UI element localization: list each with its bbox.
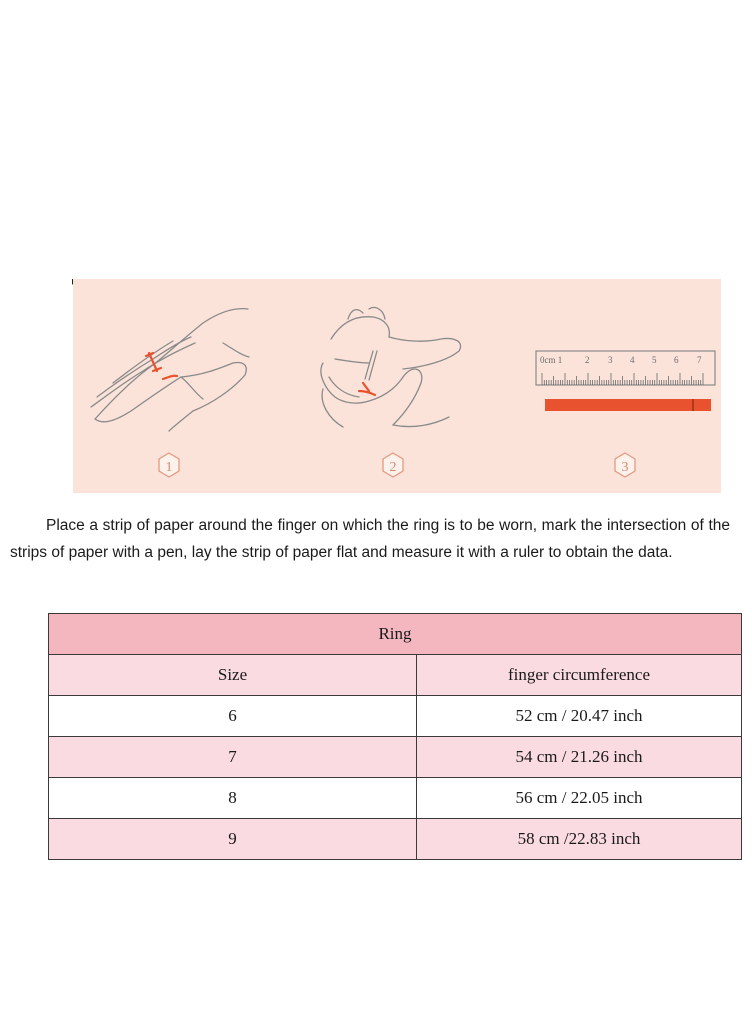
table-title: Ring <box>49 614 742 655</box>
table-row <box>49 737 742 778</box>
circumference-cell: 56 cm / 22.05 inch <box>417 778 742 819</box>
ruler-label-4: 4 <box>630 355 635 365</box>
ruler-label-2: 2 <box>585 355 590 365</box>
ruler-label-3: 3 <box>608 355 613 365</box>
circumference-cell: 54 cm / 21.26 inch <box>417 737 742 778</box>
header-circumference: finger circumference <box>417 655 742 696</box>
svg-text:2: 2 <box>389 460 397 475</box>
pen-mark-icon <box>359 383 375 395</box>
step-2-badge <box>383 453 403 477</box>
measurement-illustration <box>73 279 721 493</box>
ruler-label-7: 7 <box>697 355 702 365</box>
size-cell: 6 <box>49 696 417 737</box>
size-cell: 7 <box>49 737 417 778</box>
ruler-label-0: 0cm 1 <box>540 355 563 365</box>
svg-text:3: 3 <box>621 460 629 475</box>
table-row <box>49 696 742 737</box>
instructions-text: Place a strip of paper around the finger on which the ring is to be worn, mark the intersection of the strips of paper with a pen, lay the strip of paper flat and measure it with a ruler to obtain the data. <box>10 517 730 561</box>
table-header-row <box>49 655 742 696</box>
ring-size-table <box>48 613 742 860</box>
circumference-cell: 52 cm / 20.47 inch <box>417 696 742 737</box>
table-row <box>49 778 742 819</box>
hands-with-pen-icon <box>321 307 461 427</box>
table-title-row <box>49 614 742 655</box>
step-3-badge <box>615 453 635 477</box>
illustration-graphic <box>73 279 721 493</box>
svg-text:1: 1 <box>165 460 173 475</box>
hand-with-paper-strip-icon <box>91 309 249 431</box>
ruler-label-5: 5 <box>652 355 657 365</box>
header-size: Size <box>49 655 417 696</box>
paper-strip-icon <box>545 399 711 411</box>
ruler-label-6: 6 <box>674 355 679 365</box>
circumference-cell: 58 cm /22.83 inch <box>417 819 742 860</box>
ruler-icon <box>536 351 715 411</box>
table-row <box>49 819 742 860</box>
size-cell: 9 <box>49 819 417 860</box>
size-cell: 8 <box>49 778 417 819</box>
step-1-badge <box>159 453 179 477</box>
